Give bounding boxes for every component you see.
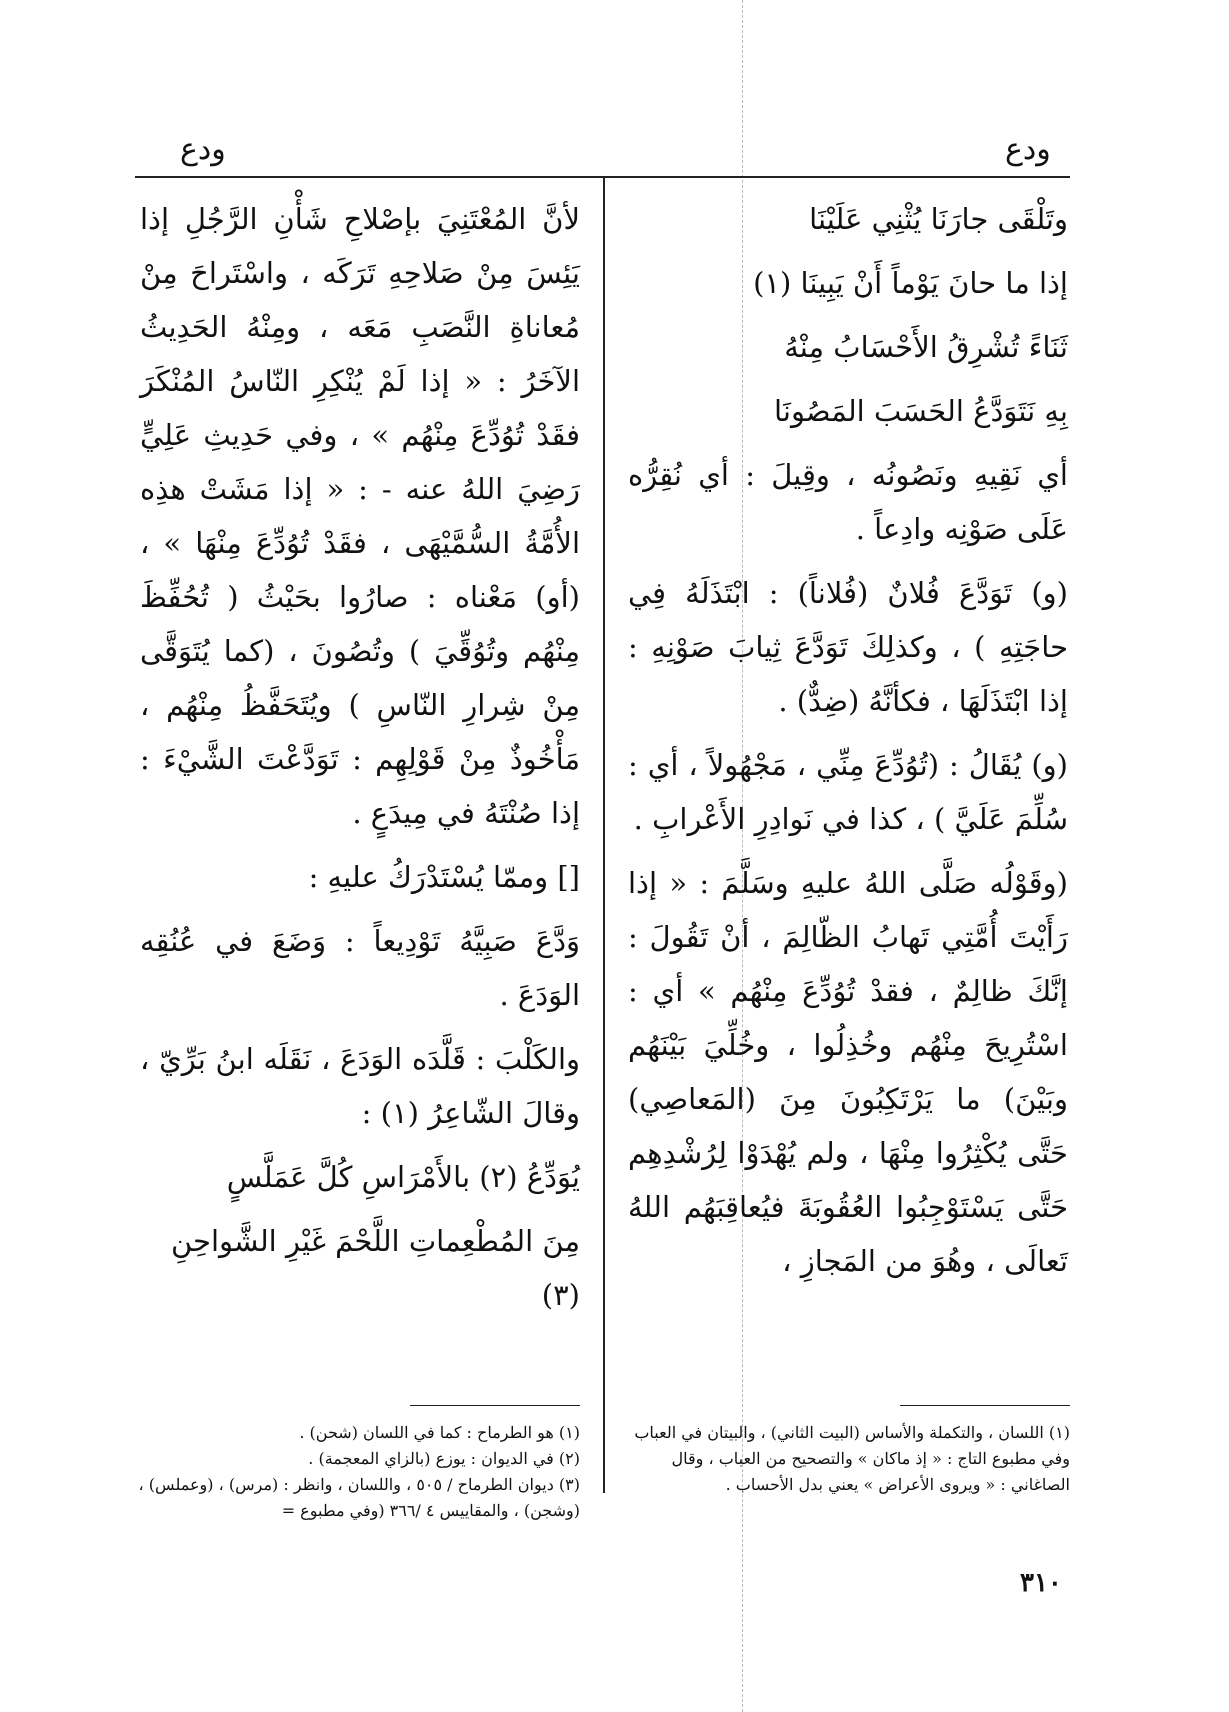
footnote: (٢) في الديوان : يوزع (بالزاي المعجمة) . (308, 1449, 580, 1468)
footnotes-left (130, 1420, 580, 1524)
footnote: (٣) ديوان الطرماح / ٥٠٥ ، واللسان ، وانظر : (مرس) ، (وعملس) ، (وشجن) ، والمقاييس ٤ /٣٦٦ (وفي مطبوع = (138, 1475, 580, 1520)
column-divider (603, 178, 605, 1493)
verse-line: وتَلْقَى جارَنَا يُثْنِي عَلَيْنَا (809, 202, 1068, 236)
paragraph: والكَلْبَ : قَلَّدَه الوَدَعَ ، نَقَلَه ابنُ بَرِّيّ ، وقالَ الشّاعِرُ (١) : (140, 1042, 580, 1130)
paragraph: أي نَقِيهِ ونَصُونُه ، وقِيلَ : أي نُقِرُّه عَلَى صَوْنِه وادِعاً . (628, 458, 1068, 546)
verse-line: إذا ما حانَ يَوْماً أَنْ يَبِينَا (١) (753, 266, 1068, 300)
verse-line: ثَنَاءً تُشْرِقُ الأَحْسَابُ مِنْهُ (784, 330, 1068, 364)
paragraph: (و) تَوَدَّعَ فُلانٌ (فُلاناً) : ابْتَذَلَهُ فِي حاجَتِهِ ) ، وكذلِكَ تَوَدَّعَ ثِيابَ صَوْنِهِ : إذا ابْتَذَلَهَا ، فكأنَّهُ (ضِدٌّ) . (628, 576, 1068, 718)
running-headword-right: ودع (1005, 132, 1051, 167)
paragraph: وَدَّعَ صَبِيَّهُ تَوْدِيعاً : وَضَعَ في عُنُقِه الوَدَعَ . (140, 924, 580, 1012)
paragraph: (وقَوْلُه صَلَّى اللهُ عليهِ وسَلَّمَ : « إذا رَأَيْتَ أُمَّتِي تَهابُ الظّالِمَ ، أنْ تَقُولَ : إنَّكَ ظالِمٌ ، فقدْ تُوُدِّعَ مِنْهُم » أي : اسْتُرِيحَ مِنْهُم وخُذِلُوا ، وخُلِّيَ بَيْنَهُم وبَيْنَ) ما يَرْتَكِبُونَ مِنَ (المَعاصِي) حَتَّى يُكْثِرُوا مِنْهَا ، ولم يُهْدَوْا لِرُشْدِهِم حَتَّى يَسْتَوْجِبُوا العُقُوبَةَ فيُعاقِبَهُم اللهُ تَعالَى ، وهُوَ من المَجازِ ، (628, 866, 1068, 1278)
section-marker: [] وممّا يُسْتَدْرَكُ عليهِ : (308, 860, 580, 894)
left-column (140, 192, 580, 1332)
right-column (628, 192, 1068, 1298)
verse-line: بِهِ نَتَوَدَّعُ الحَسَبَ المَصُونَا (774, 394, 1068, 428)
footnote: (١) اللسان ، والتكملة والأساس (البيت الثاني) ، والبيتان في العباب وفي مطبوع التاج : « إذ ماكان » والتصحيح من العباب ، وقال الصاغاني : « ويروى الأعراض » يعني بدل الأحساب . (634, 1423, 1070, 1494)
footnote: (١) هو الطرماح : كما في اللسان (شحن) . (299, 1423, 580, 1442)
footnote-rule-left (410, 1405, 580, 1406)
paragraph: لأنَّ المُعْتَنِيَ بإصْلاحِ شَأْنِ الرَّجُلِ إذا يَئِسَ مِنْ صَلاحِهِ تَرَكَه ، واسْتَراحَ مِنْ مُعاناةِ النَّصَبِ مَعَه ، ومِنْهُ الحَدِيثُ الآخَرُ : « إذا لَمْ يُنْكِرِ النّاسُ المُنْكَرَ فقَدْ تُوُدِّعَ مِنْهُم » ، وفي حَدِيثِ عَلِيٍّ رَضِيَ اللهُ عنه - : « إذا مَشَتْ هذِه الأُمَّةُ السُّمَّيْهَى ، فقَدْ تُوُدِّعَ مِنْهَا » ، (أو) مَعْناه : صارُوا بحَيْثُ ( تُحُفِّظَ مِنْهُم وتُوُقِّيَ ) وتُصُونَ ، (كما يُتَوَقَّى مِنْ شِرارِ النّاسِ ) ويُتَحَفَّظُ مِنْهُم ، مَأْخُوذٌ مِنْ قَوْلِهِم : تَوَدَّعْتَ الشَّيْءَ : إذا صُنْتَهُ في مِيدَعٍ . (140, 202, 580, 830)
verse-line: يُوَدِّعُ (٢) بالأَمْرَاسِ كُلَّ عَمَلَّسٍ (226, 1160, 580, 1194)
footnotes-right (620, 1420, 1070, 1498)
running-headword-left: ودع (180, 132, 226, 167)
page-number: ٣١٠ (1020, 1568, 1062, 1598)
verse-line: مِنَ المُطْعِماتِ اللَّحْمَ غَيْرِ الشَّواحِنِ (٣) (170, 1224, 580, 1312)
paragraph: (و) يُقَالُ : (تُوُدِّعَ مِنِّي ، مَجْهُولاً ، أي : سُلِّمَ عَلَيَّ ) ، كذا في نَوادِرِ الأَعْرابِ . (628, 748, 1068, 836)
footnote-rule-right (900, 1405, 1070, 1406)
